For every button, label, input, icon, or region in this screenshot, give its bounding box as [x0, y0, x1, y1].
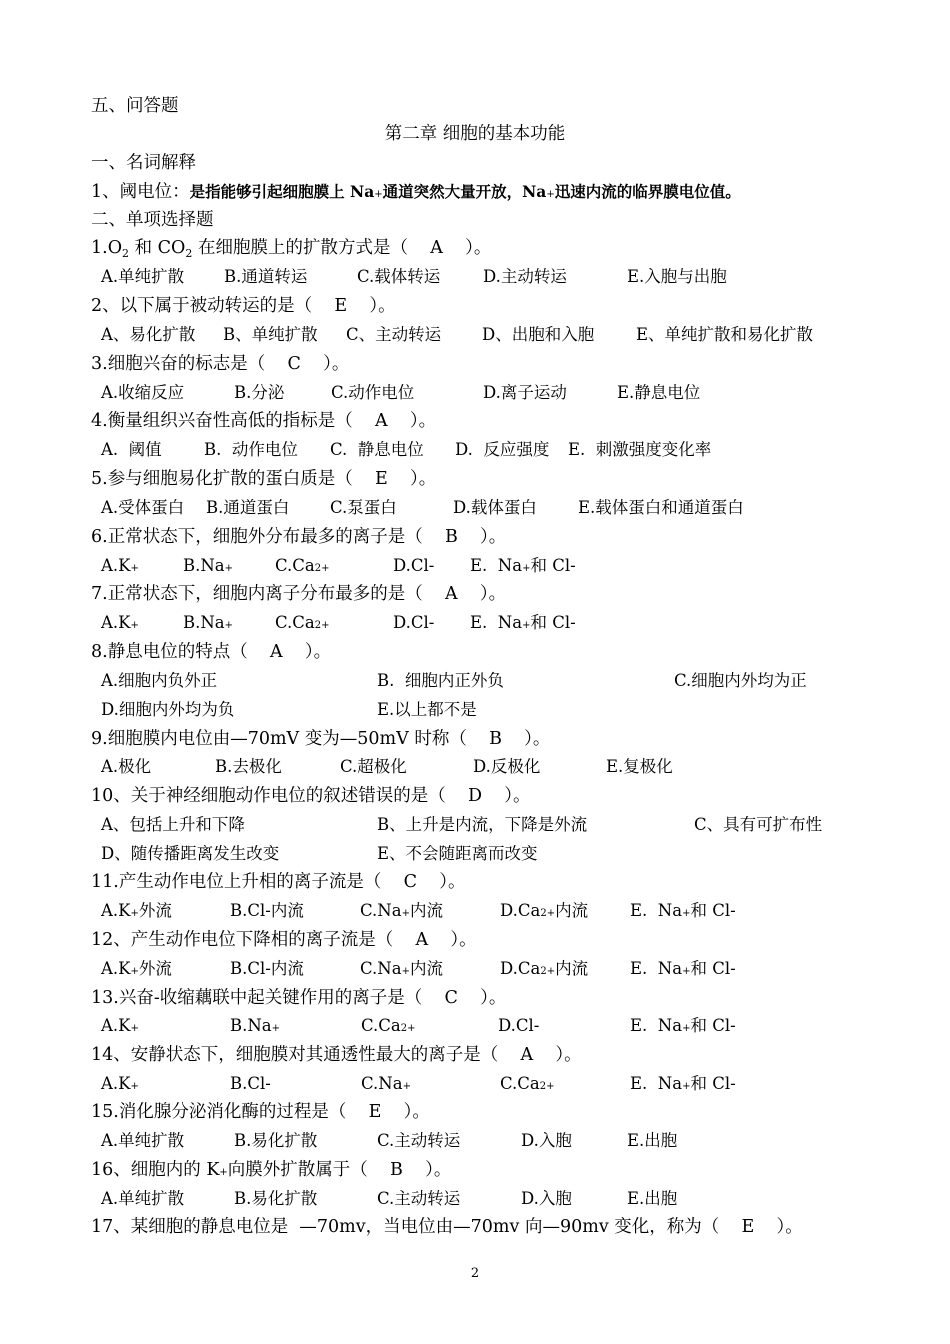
option-b: B.易化扩散 [234, 1131, 318, 1150]
option-d: D.离子运动 [483, 383, 567, 402]
option-c: C、主动转运 [346, 325, 442, 344]
question-text: 向膜外扩散属于（ B ）。 [227, 1160, 452, 1180]
option-a: A. 阈值 [101, 440, 162, 459]
option-e: E.出胞 [627, 1131, 678, 1150]
option-text: C.Na [360, 901, 402, 920]
superscript: 2+ [540, 908, 556, 919]
question-text: 和 CO [129, 238, 186, 258]
superscript: 2+ [539, 1081, 555, 1092]
superscript: + [682, 908, 691, 919]
option-c: C.细胞内外均为正 [674, 671, 807, 690]
option-e: E、单纯扩散和易化扩散 [636, 325, 814, 344]
option-b: B. 动作电位 [204, 440, 298, 459]
subscript: 2 [122, 247, 130, 260]
option-text: 和 Cl- [690, 959, 736, 978]
superscript: + [401, 908, 410, 919]
option-b: B.Cl-内流 [230, 901, 304, 920]
option-e [630, 958, 736, 983]
option-a: A.单纯扩散 [101, 1189, 185, 1208]
option-e [470, 612, 576, 637]
option-text: C.Ca [500, 1074, 540, 1093]
term-def-text: 是指能够引起细胞膜上 Na [189, 182, 375, 201]
option-a: A、易化扩散 [101, 325, 196, 344]
option-b: B、上升是内流，下降是外流 [377, 815, 588, 834]
option-a: A.受体蛋白 [101, 498, 185, 517]
option-b: B.分泌 [234, 383, 285, 402]
option-a [101, 900, 172, 925]
option-d [500, 958, 588, 983]
superscript: + [401, 966, 410, 977]
question-10: 10、关于神经细胞动作电位的叙述错误的是（ D ）。 [91, 786, 531, 806]
option-a [101, 1073, 139, 1098]
question-9: 9.细胞膜内电位由—70mV 变为—50mV 时称（ B ）。 [91, 729, 551, 749]
option-e: E、不会随距离而改变 [377, 844, 538, 863]
option-c: C、具有可扩布性 [694, 815, 823, 834]
option-text: B.Na [230, 1016, 272, 1035]
superscript: + [224, 620, 234, 631]
option-c [275, 612, 330, 637]
option-c: C.载体转运 [357, 267, 441, 286]
superscript: + [219, 1167, 228, 1178]
superscript: + [522, 563, 531, 574]
option-c: C.主动转运 [377, 1131, 461, 1150]
option-a: A、包括上升和下降 [101, 815, 245, 834]
option-b: B.Cl-内流 [230, 959, 304, 978]
question-text: 1.O [91, 238, 123, 258]
option-a [101, 1015, 139, 1040]
option-text: 和 Cl- [530, 613, 576, 632]
section-heading-five: 五、问答题 [91, 96, 179, 116]
subscript: 2 [185, 247, 193, 260]
option-text: E. Na [630, 1074, 683, 1093]
superscript: 2+ [540, 966, 556, 977]
option-text: D.Ca [500, 959, 541, 978]
page-number: 2 [470, 1266, 480, 1281]
option-b: B.Cl- [230, 1074, 271, 1093]
question-14: 14、安静状态下，细胞膜对其通透性最大的离子是（ A ）。 [91, 1045, 582, 1065]
option-text: C.Ca [361, 1016, 401, 1035]
option-d: D.入胞 [521, 1131, 572, 1150]
term-def-text: 通道突然大量开放，Na [382, 182, 547, 201]
option-b [183, 612, 233, 637]
term-number: 1、 [91, 182, 120, 202]
question-text: 在细胞膜上的扩散方式是（ A ）。 [192, 238, 492, 258]
option-e [630, 1015, 736, 1040]
option-b: B.易化扩散 [234, 1189, 318, 1208]
option-a: A.细胞内负外正 [101, 671, 218, 690]
question-8: 8.静息电位的特点（ A ）。 [91, 642, 332, 662]
option-c: C. 静息电位 [330, 440, 424, 459]
option-text: A.K [101, 901, 131, 920]
option-e: E.入胞与出胞 [627, 267, 727, 286]
term-definition [91, 181, 741, 206]
option-a [101, 612, 139, 637]
option-text: E. Na [470, 613, 523, 632]
option-e: E. 刺激强度变化率 [568, 440, 712, 459]
option-d [500, 1073, 555, 1098]
question-17: 17、某细胞的静息电位是 —70mv，当电位由—70mv 向—90mv 变化，称为（ E ）。 [91, 1217, 803, 1237]
option-a: A.收缩反应 [101, 383, 185, 402]
option-b: B、单纯扩散 [223, 325, 318, 344]
option-text: 内流 [555, 901, 589, 920]
option-text: 内流 [555, 959, 589, 978]
option-text: E. Na [470, 556, 523, 575]
option-a [101, 958, 172, 983]
superscript: + [130, 1081, 139, 1092]
option-c [360, 958, 443, 983]
option-d: D、出胞和入胞 [482, 325, 595, 344]
option-text: A.K [101, 1074, 131, 1093]
superscript: + [130, 620, 139, 631]
option-e [470, 555, 576, 580]
option-c [361, 1073, 411, 1098]
option-c [361, 1015, 416, 1040]
option-text: B.Na [183, 556, 225, 575]
question-2: 2、以下属于被动转运的是（ E ）。 [91, 296, 396, 316]
option-d: D.载体蛋白 [453, 498, 537, 517]
question-3: 3.细胞兴奋的标志是（ C ）。 [91, 354, 350, 374]
section-heading-two: 二、单项选择题 [91, 210, 214, 230]
superscript: + [522, 620, 531, 631]
term-name: 阈电位： [119, 182, 190, 202]
option-text: A.K [101, 556, 131, 575]
option-e: E.载体蛋白和通道蛋白 [578, 498, 744, 517]
superscript: + [374, 189, 383, 200]
question-12: 12、产生动作电位下降相的离子流是（ A ）。 [91, 930, 477, 950]
option-c: C.超极化 [340, 757, 407, 776]
superscript: + [130, 966, 139, 977]
option-d: D.细胞内外均为负 [101, 700, 235, 719]
option-text: B.Na [183, 613, 225, 632]
option-d: D. 反应强度 [455, 440, 550, 459]
option-e [630, 1073, 736, 1098]
question-11: 11.产生动作电位上升相的离子流是（ C ）。 [91, 872, 466, 892]
option-a: A.极化 [101, 757, 152, 776]
question-7: 7.正常状态下，细胞内离子分布最多的是（ A ）。 [91, 584, 507, 604]
section-heading-one: 一、名词解释 [91, 153, 196, 173]
option-text: 内流 [409, 959, 443, 978]
option-d: D.Cl- [393, 556, 435, 575]
question-15: 15.消化腺分泌消化酶的过程是（ E ）。 [91, 1102, 430, 1122]
option-text: A.K [101, 613, 131, 632]
superscript: + [682, 1023, 691, 1034]
option-text: 和 Cl- [530, 556, 576, 575]
option-e: E.静息电位 [617, 383, 701, 402]
option-d [500, 900, 588, 925]
option-d: D.反极化 [473, 757, 541, 776]
option-b: B. 细胞内正外负 [377, 671, 504, 690]
option-c [360, 900, 443, 925]
question-6: 6.正常状态下，细胞外分布最多的离子是（ B ）。 [91, 527, 507, 547]
option-a: A.单纯扩散 [101, 1131, 185, 1150]
option-text: 内流 [409, 901, 443, 920]
option-text: 外流 [138, 959, 172, 978]
question-1 [91, 237, 491, 265]
option-b: B.通道转运 [224, 267, 308, 286]
option-d: D、随传播距离发生改变 [101, 844, 280, 863]
option-d: D.入胞 [521, 1189, 572, 1208]
option-text: C.Ca [275, 613, 315, 632]
option-e [630, 900, 736, 925]
option-d: D.Cl- [498, 1016, 540, 1035]
question-4: 4.衡量组织兴奋性高低的指标是（ A ）。 [91, 411, 437, 431]
option-a [101, 555, 139, 580]
option-text: E. Na [630, 959, 683, 978]
option-text: E. Na [630, 901, 683, 920]
option-e: E.复极化 [606, 757, 673, 776]
question-5: 5.参与细胞易化扩散的蛋白质是（ E ）。 [91, 469, 437, 489]
superscript: + [130, 1023, 139, 1034]
superscript: 2+ [400, 1023, 416, 1034]
option-b: B.通道蛋白 [206, 498, 290, 517]
superscript: 2+ [314, 563, 330, 574]
option-text: D.Ca [500, 901, 541, 920]
chapter-title: 第二章 细胞的基本功能 [384, 124, 566, 144]
superscript: + [546, 189, 555, 200]
option-text: 和 Cl- [690, 901, 736, 920]
option-text: 和 Cl- [690, 1016, 736, 1035]
option-text: C.Na [360, 959, 402, 978]
option-e: E.以上都不是 [377, 700, 477, 719]
option-d: D.主动转运 [483, 267, 567, 286]
superscript: + [224, 563, 234, 574]
superscript: + [682, 1081, 691, 1092]
superscript: + [402, 1081, 411, 1092]
option-text: A.K [101, 959, 131, 978]
option-a: A.单纯扩散 [101, 267, 185, 286]
option-b: B.去极化 [215, 757, 282, 776]
option-text: 和 Cl- [690, 1074, 736, 1093]
question-13: 13.兴奋-收缩藕联中起关键作用的离子是（ C ）。 [91, 988, 507, 1008]
superscript: + [130, 908, 139, 919]
option-text: C.Ca [275, 556, 315, 575]
superscript: + [682, 966, 691, 977]
term-def-text: 迅速内流的临界膜电位值。 [554, 182, 741, 201]
option-c [275, 555, 330, 580]
option-d: D.Cl- [393, 613, 435, 632]
question-16 [91, 1159, 451, 1184]
superscript: + [130, 563, 139, 574]
option-b [230, 1015, 280, 1040]
option-text: E. Na [630, 1016, 683, 1035]
superscript: + [271, 1023, 281, 1034]
option-c: C.动作电位 [331, 383, 415, 402]
option-text: A.K [101, 1016, 131, 1035]
question-text: 16、细胞内的 K [91, 1160, 220, 1180]
option-e: E.出胞 [627, 1189, 678, 1208]
option-c: C.主动转运 [377, 1189, 461, 1208]
option-text: 外流 [138, 901, 172, 920]
option-text: C.Na [361, 1074, 403, 1093]
superscript: 2+ [314, 620, 330, 631]
option-b [183, 555, 233, 580]
option-c: C.泵蛋白 [330, 498, 397, 517]
